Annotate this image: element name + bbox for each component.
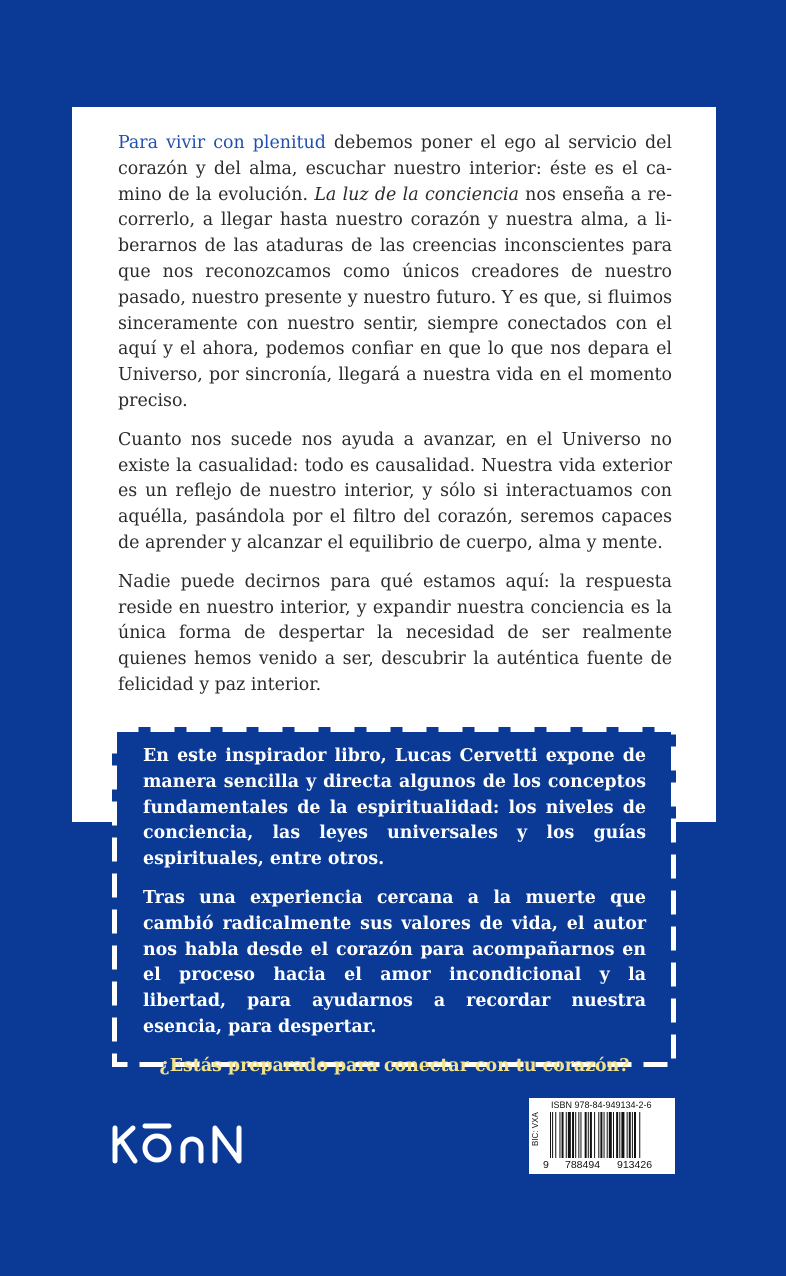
barcode-digit-group-1: 788494 [565, 1159, 601, 1171]
barcode-digit-first: 9 [543, 1159, 549, 1171]
paragraph-2: Cuanto nos sucede nos ayuda a avanzar, en el Universo no existe la casualidad: todo es causalidad. Nuestra vida exterior es un reflejo de nuestro interior, y sólo si interactuamos con aquélla, pasándola por el filtro del corazón, seremos capaces de aprender y alcanzar el equilibrio de cuerpo, alma y mente. [118, 429, 672, 553]
paragraph-1-text-a: debemos poner el ego al servicio del corazón y del alma, escuchar nuestro interior: éste es el camino de la evolución. [118, 133, 672, 205]
box-paragraph-1: En este inspirador libro, Lucas Cervetti expone de manera sencilla y directa algunos de los conceptos fundamentales de la espiritualidad: los niveles de conciencia, las leyes universales y los guías espirituales, entre otros. [143, 746, 646, 870]
barcode-digit-group-2: 913426 [617, 1159, 653, 1171]
book-title-italic: La luz de la conciencia [314, 184, 519, 205]
closing-question: ¿Estás preparado para conectar con tu corazón? [159, 1055, 630, 1076]
highlight-phrase: Para vivir con plenitud [118, 133, 326, 153]
koan-logo-mark [111, 1118, 251, 1166]
paragraph-1-text-b: nos enseña a recorrerlo, a llegar hasta nuestro corazón y nuestra alma, a liberarnos de las ataduras de las creencias inconscientes para que nos reconozcamos como únicos creadores de nuestro pasado, nuestro presente y nuestro futuro. Y es que, si fluimos sinceramente con nuestro sentir, siempre conectados con el aquí y el ahora, podemos confiar en que lo que nos depara el Universo, por sincronía, llegará a nuestra vida en el momento preciso. [118, 184, 672, 411]
summary-text [143, 744, 646, 1093]
back-cover-description [118, 131, 672, 712]
bic-code: BIC: VXA [531, 1112, 540, 1146]
box-paragraph-2: Tras una experiencia cercana a la muerte que cambió radicalmente sus valores de vida, el autor nos habla desde el corazón para acompañarnos en el proceso hacia el amor incondicional y la libertad, para ayudarnos a recordar nuestra esencia, para despertar. [143, 887, 646, 1037]
paragraph-3: Nadie puede decirnos para qué estamos aquí: la respuesta reside en nuestro interior, y expandir nuestra conciencia es la única forma de despertar la necesidad de ser realmente quienes hemos venido a ser, descubrir la auténtica fuente de felicidad y paz interior. [118, 571, 672, 695]
barcode-bars [550, 1112, 672, 1158]
koan-logo [111, 1118, 251, 1166]
isbn-number: ISBN 978-84-949134-2-6 [551, 1100, 652, 1110]
paragraph-1 [118, 131, 672, 415]
isbn-barcode [529, 1098, 675, 1174]
dashed-summary-box [112, 727, 676, 1076]
